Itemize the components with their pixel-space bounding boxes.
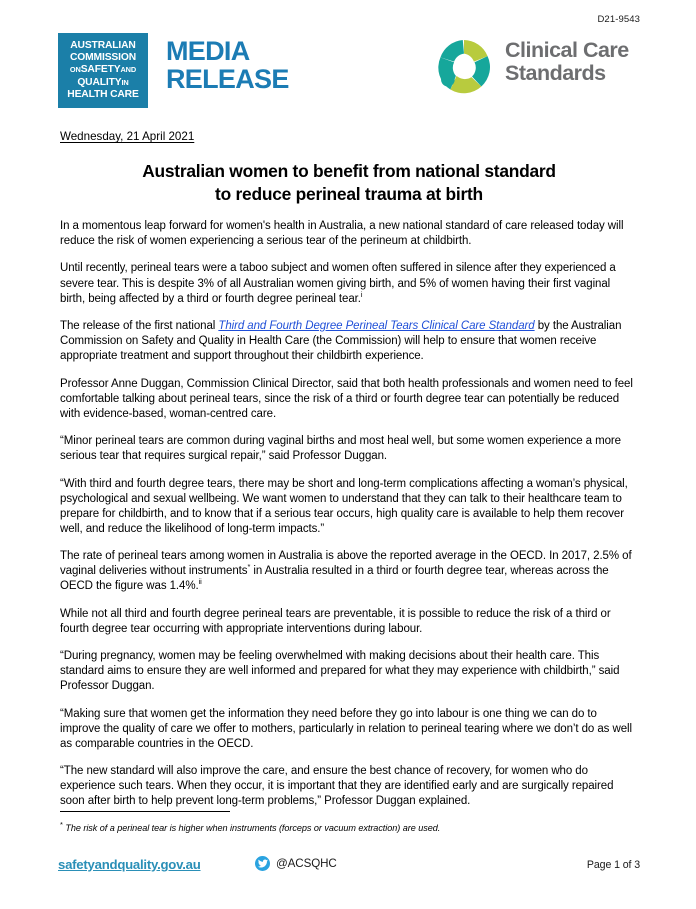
page-footer [58, 856, 640, 880]
media-release-wordmark [166, 38, 289, 93]
acsqhc-line-3-and: AND [120, 65, 137, 75]
footnote-section [60, 811, 638, 834]
media-release-line-2: RELEASE [166, 63, 289, 94]
clinical-care-standards-logo [433, 33, 663, 105]
paragraph-7 [60, 549, 638, 594]
body-copy [60, 219, 638, 809]
acsqhc-line-2: COMMISSION [69, 52, 136, 64]
acsqhc-line-4-in: IN [121, 77, 129, 87]
paragraph-2-text: Until recently, perineal tears were a taboo subject and women often suffered in silence after they experienced a severe tear. This is despite 3% of all Australian women giving birth, and 5% of women having their first vaginal birth, being affected by a third or fourth degree perineal tear. [60, 262, 616, 305]
paragraph-2 [60, 261, 638, 306]
footnote-marker: * [60, 820, 63, 829]
page-header [58, 33, 648, 113]
acsqhc-line-1: AUSTRALIAN [70, 39, 136, 51]
document-code: D21-9543 [597, 14, 640, 25]
paragraph-3-before: The release of the first national [60, 320, 219, 333]
standard-document-link[interactable]: Third and Fourth Degree Perineal Tears Clinical Care Standard [218, 320, 535, 333]
footnote-body: The risk of a perineal tear is higher when instruments (forceps or vacuum extraction) are used. [65, 823, 441, 834]
acsqhc-line-3-safety: SAFETY [80, 64, 121, 76]
paragraph-6: “With third and fourth degree tears, there may be short and long-term complications affecting a woman’s physical, psychological and sexual wellbeing. We want women to understand that they can talk to their healthcare team to prepare for childbirth, and to know that if a serious tear occurs, high quality care is available to help them recover well, and reduce the likelihood of long-term impacts.” [60, 477, 628, 535]
footnote-text [60, 819, 638, 834]
paragraph-10: “Making sure that women get the information they need before they go into labour is one thing we can do to improve the quality of care we offer to mothers, particularly in relation to perineal tearing where we don’t do as well as comparable countries in the OECD. [60, 707, 632, 750]
headline-line-1: Australian women to benefit from national standard [142, 161, 556, 181]
footnote-ref-i: i [360, 289, 363, 299]
release-date: Wednesday, 21 April 2021 [60, 130, 195, 143]
footnote-divider [60, 811, 230, 812]
footnote-ref-asterisk: * [247, 562, 251, 572]
website-link[interactable]: safetyandquality.gov.au [58, 857, 201, 872]
twitter-icon[interactable] [255, 856, 270, 871]
paragraph-1: In a momentous leap forward for women's health in Australia, a new national standard of care released today will reduce the risk of women experiencing a serious tear of the perineum at childbirth. [60, 220, 624, 248]
paragraph-3 [60, 319, 638, 364]
twitter-group[interactable] [255, 856, 337, 871]
paragraph-8: While not all third and fourth degree perineal tears are preventable, it is possible to reduce the risk of a third or fourth degree tear occurring with appropriate interventions during labour. [60, 607, 611, 635]
ccs-line-2: Standards [505, 60, 606, 85]
paragraph-5: “Minor perineal tears are common during vaginal births and most heal well, but some women experience a more serious tear that requires surgical repair,” said Professor Duggan. [60, 435, 621, 463]
media-release-line-1: MEDIA [166, 36, 250, 66]
paragraph-11: “The new standard will also improve the care, and ensure the best chance of recovery, for women who do experience such tears. When they occur, it is important that they are identified early and are surgically repaired soon after birth to help prevent long-term problems,” Professor Duggan explained. [60, 765, 614, 808]
paragraph-7-before: The rate of perineal tears among women in Australia is above the reported average in the OECD. In 2017, 2.5% of vaginal deliveries without instruments [60, 550, 632, 578]
headline-line-2: to reduce perineal trauma at birth [215, 183, 483, 204]
acsqhc-line-3 [67, 64, 138, 76]
acsqhc-logo [58, 33, 148, 108]
clinical-care-standards-wordmark [505, 39, 629, 84]
acsqhc-line-4 [67, 77, 138, 89]
twitter-bird-glyph [258, 859, 268, 868]
twitter-handle[interactable]: @ACSQHC [276, 857, 337, 870]
ccs-line-1: Clinical Care [505, 38, 629, 62]
acsqhc-logo-text [67, 40, 138, 101]
paragraph-3-after: by the Australian Commission on Safety and Quality in Health Care (the Commission) will help to ensure that women receive appropriate treatment and support throughout their childbirth experience. [60, 320, 622, 363]
paragraph-7-middle: in Australia resulted in a third or fourth degree tear, whereas across the OECD the figure was 1.4%. [60, 565, 609, 593]
clinical-care-standards-ring-icon [433, 35, 495, 97]
paragraph-9: “During pregnancy, women may be feeling overwhelmed with making decisions about their health care. This standard aims to ensure they are well informed and prepared for what they may experience with childbirth,” said Professor Duggan. [60, 650, 620, 693]
acsqhc-line-3-on: ON [69, 65, 81, 75]
footnote-ref-ii: ii [198, 577, 202, 587]
page-number: Page 1 of 3 [586, 859, 640, 871]
paragraph-4: Professor Anne Duggan, Commission Clinical Director, said that both health professionals and women need to feel comfortable talking about perineal tears, since the risk of a third or fourth degree tear can potentially be reduced with evidence-based, woman-centred care. [60, 377, 633, 420]
page-title [58, 160, 640, 205]
acsqhc-line-5: HEALTH CARE [67, 88, 139, 100]
acsqhc-line-4-quality: QUALITY [77, 76, 122, 88]
